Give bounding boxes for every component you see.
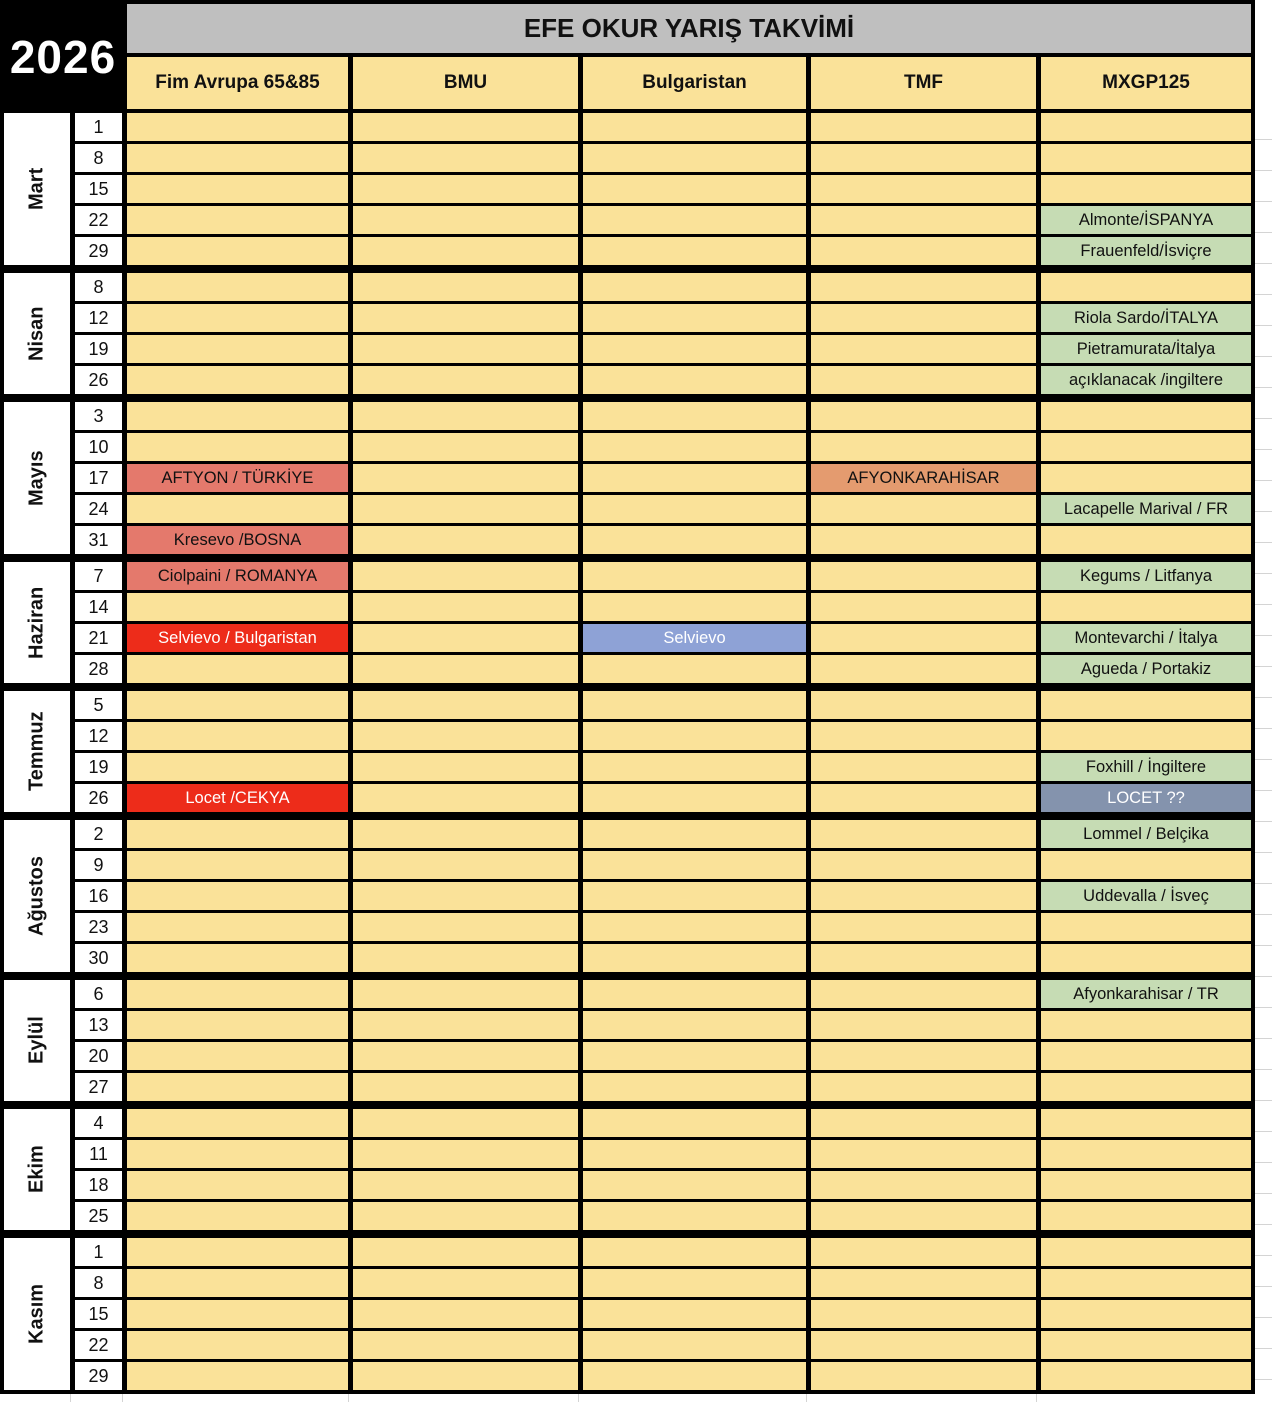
empty-cell[interactable] xyxy=(127,1171,348,1199)
empty-cell[interactable] xyxy=(127,722,348,750)
empty-cell[interactable] xyxy=(811,1238,1036,1266)
empty-cell[interactable] xyxy=(127,980,348,1008)
empty-cell[interactable] xyxy=(583,655,806,683)
empty-cell[interactable] xyxy=(127,851,348,879)
empty-cell[interactable] xyxy=(583,593,806,621)
empty-cell[interactable] xyxy=(127,1238,348,1266)
day-cell[interactable]: 24 xyxy=(75,495,122,523)
day-cell[interactable]: 2 xyxy=(75,820,122,848)
calendar-body xyxy=(4,113,1251,1390)
race-entry[interactable]: Montevarchi / İtalya xyxy=(1041,624,1251,652)
empty-cell[interactable] xyxy=(127,820,348,848)
empty-cell[interactable] xyxy=(353,206,578,234)
month-section-5 xyxy=(4,691,1251,812)
empty-cell[interactable] xyxy=(811,1300,1036,1328)
empty-cell[interactable] xyxy=(583,1109,806,1137)
empty-cell[interactable] xyxy=(353,335,578,363)
empty-cell[interactable] xyxy=(353,433,578,461)
race-entry[interactable]: AFYONKARAHİSAR xyxy=(811,464,1036,492)
empty-cell[interactable] xyxy=(127,304,348,332)
empty-cell[interactable] xyxy=(1041,464,1251,492)
empty-cell[interactable] xyxy=(353,624,578,652)
empty-cell[interactable] xyxy=(583,722,806,750)
calendar-title: EFE OKUR YARIŞ TAKVİMİ xyxy=(127,4,1251,53)
empty-cell[interactable] xyxy=(127,1269,348,1297)
day-cell[interactable]: 4 xyxy=(75,1109,122,1137)
empty-cell[interactable] xyxy=(353,304,578,332)
empty-cell[interactable] xyxy=(127,1011,348,1039)
empty-cell[interactable] xyxy=(811,175,1036,203)
empty-cell[interactable] xyxy=(353,1011,578,1039)
empty-cell[interactable] xyxy=(127,753,348,781)
empty-cell[interactable] xyxy=(353,402,578,430)
empty-cell[interactable] xyxy=(127,402,348,430)
empty-cell[interactable] xyxy=(353,882,578,910)
empty-cell[interactable] xyxy=(353,1140,578,1168)
empty-cell[interactable] xyxy=(583,495,806,523)
race-entry[interactable]: Ciolpaini / ROMANYA xyxy=(127,562,348,590)
empty-cell[interactable] xyxy=(583,691,806,719)
empty-cell[interactable] xyxy=(1041,273,1251,301)
empty-cell[interactable] xyxy=(353,593,578,621)
empty-cell[interactable] xyxy=(1041,113,1251,141)
empty-cell[interactable] xyxy=(811,1362,1036,1390)
empty-cell[interactable] xyxy=(127,495,348,523)
empty-cell[interactable] xyxy=(583,1362,806,1390)
empty-cell[interactable] xyxy=(583,273,806,301)
day-cell[interactable]: 12 xyxy=(75,304,122,332)
day-cell[interactable]: 25 xyxy=(75,1202,122,1230)
empty-cell[interactable] xyxy=(1041,722,1251,750)
empty-cell[interactable] xyxy=(1041,433,1251,461)
race-entry[interactable]: Lacapelle Marival / FR xyxy=(1041,495,1251,523)
empty-cell[interactable] xyxy=(127,335,348,363)
empty-cell[interactable] xyxy=(353,913,578,941)
empty-cell[interactable] xyxy=(583,402,806,430)
day-cell[interactable]: 17 xyxy=(75,464,122,492)
empty-cell[interactable] xyxy=(811,913,1036,941)
empty-cell[interactable] xyxy=(353,944,578,972)
day-cell[interactable]: 26 xyxy=(75,366,122,394)
race-entry[interactable]: Agueda / Portakiz xyxy=(1041,655,1251,683)
empty-cell[interactable] xyxy=(583,526,806,554)
empty-cell[interactable] xyxy=(1041,1202,1251,1230)
empty-cell[interactable] xyxy=(583,175,806,203)
day-cell[interactable]: 29 xyxy=(75,237,122,265)
empty-cell[interactable] xyxy=(811,402,1036,430)
empty-cell[interactable] xyxy=(1041,1331,1251,1359)
day-cell[interactable]: 15 xyxy=(75,175,122,203)
race-entry[interactable]: Kresevo /BOSNA xyxy=(127,526,348,554)
empty-cell[interactable] xyxy=(811,433,1036,461)
empty-cell[interactable] xyxy=(811,1202,1036,1230)
column-header-tmf: TMF xyxy=(811,57,1036,109)
empty-cell[interactable] xyxy=(811,851,1036,879)
spreadsheet-margin-right xyxy=(1255,109,1272,1394)
month-section-2 xyxy=(4,273,1251,394)
empty-cell[interactable] xyxy=(353,562,578,590)
empty-cell[interactable] xyxy=(353,722,578,750)
empty-cell[interactable] xyxy=(1041,1362,1251,1390)
empty-cell[interactable] xyxy=(1041,1238,1251,1266)
empty-cell[interactable] xyxy=(353,691,578,719)
empty-cell[interactable] xyxy=(811,722,1036,750)
race-entry[interactable]: Frauenfeld/İsviçre xyxy=(1041,237,1251,265)
empty-cell[interactable] xyxy=(127,1042,348,1070)
empty-cell[interactable] xyxy=(583,335,806,363)
empty-cell[interactable] xyxy=(811,1171,1036,1199)
empty-cell[interactable] xyxy=(127,944,348,972)
day-cell[interactable]: 27 xyxy=(75,1073,122,1101)
month-label: Eylül xyxy=(4,980,70,1101)
race-entry[interactable]: Riola Sardo/İTALYA xyxy=(1041,304,1251,332)
empty-cell[interactable] xyxy=(811,980,1036,1008)
empty-cell[interactable] xyxy=(353,1238,578,1266)
empty-cell[interactable] xyxy=(583,1073,806,1101)
empty-cell[interactable] xyxy=(583,1269,806,1297)
empty-cell[interactable] xyxy=(811,366,1036,394)
empty-cell[interactable] xyxy=(127,1073,348,1101)
empty-cell[interactable] xyxy=(811,820,1036,848)
empty-cell[interactable] xyxy=(353,1073,578,1101)
column-header-bmu: BMU xyxy=(353,57,578,109)
empty-cell[interactable] xyxy=(1041,175,1251,203)
day-cell[interactable]: 19 xyxy=(75,335,122,363)
empty-cell[interactable] xyxy=(353,464,578,492)
empty-cell[interactable] xyxy=(1041,1140,1251,1168)
empty-cell[interactable] xyxy=(1041,691,1251,719)
empty-cell[interactable] xyxy=(127,913,348,941)
day-cell[interactable]: 20 xyxy=(75,1042,122,1070)
empty-cell[interactable] xyxy=(127,1140,348,1168)
day-cell[interactable]: 14 xyxy=(75,593,122,621)
race-entry[interactable]: Lommel / Belçika xyxy=(1041,820,1251,848)
empty-cell[interactable] xyxy=(811,206,1036,234)
empty-cell[interactable] xyxy=(127,237,348,265)
empty-cell[interactable] xyxy=(583,851,806,879)
day-cell[interactable]: 13 xyxy=(75,1011,122,1039)
empty-cell[interactable] xyxy=(353,820,578,848)
month-label: Haziran xyxy=(4,562,70,683)
day-cell[interactable]: 6 xyxy=(75,980,122,1008)
empty-cell[interactable] xyxy=(583,944,806,972)
empty-cell[interactable] xyxy=(353,144,578,172)
empty-cell[interactable] xyxy=(811,753,1036,781)
race-entry[interactable]: açıklanacak /ingiltere xyxy=(1041,366,1251,394)
empty-cell[interactable] xyxy=(583,237,806,265)
empty-cell[interactable] xyxy=(127,366,348,394)
empty-cell[interactable] xyxy=(353,655,578,683)
empty-cell[interactable] xyxy=(811,1269,1036,1297)
month-section-7 xyxy=(4,980,1251,1101)
empty-cell[interactable] xyxy=(1041,144,1251,172)
day-cell[interactable]: 19 xyxy=(75,753,122,781)
empty-cell[interactable] xyxy=(583,980,806,1008)
month-section-4 xyxy=(4,562,1251,683)
empty-cell[interactable] xyxy=(811,273,1036,301)
empty-cell[interactable] xyxy=(811,1073,1036,1101)
empty-cell[interactable] xyxy=(353,495,578,523)
column-header-mxgp125: MXGP125 xyxy=(1041,57,1251,109)
empty-cell[interactable] xyxy=(353,113,578,141)
empty-cell[interactable] xyxy=(353,237,578,265)
empty-cell[interactable] xyxy=(583,144,806,172)
empty-cell[interactable] xyxy=(583,562,806,590)
race-entry[interactable]: Almonte/İSPANYA xyxy=(1041,206,1251,234)
empty-cell[interactable] xyxy=(353,980,578,1008)
empty-cell[interactable] xyxy=(811,882,1036,910)
empty-cell[interactable] xyxy=(811,1011,1036,1039)
empty-cell[interactable] xyxy=(1041,593,1251,621)
day-cell[interactable]: 21 xyxy=(75,624,122,652)
empty-cell[interactable] xyxy=(127,1202,348,1230)
empty-cell[interactable] xyxy=(583,753,806,781)
empty-cell[interactable] xyxy=(1041,402,1251,430)
month-label: Nisan xyxy=(4,273,70,394)
empty-cell[interactable] xyxy=(353,1331,578,1359)
empty-cell[interactable] xyxy=(583,1042,806,1070)
empty-cell[interactable] xyxy=(811,593,1036,621)
empty-cell[interactable] xyxy=(353,1300,578,1328)
day-cell[interactable]: 1 xyxy=(75,1238,122,1266)
day-cell[interactable]: 22 xyxy=(75,206,122,234)
day-cell[interactable]: 29 xyxy=(75,1362,122,1390)
empty-cell[interactable] xyxy=(1041,1073,1251,1101)
empty-cell[interactable] xyxy=(811,335,1036,363)
day-cell[interactable]: 9 xyxy=(75,851,122,879)
empty-cell[interactable] xyxy=(353,1042,578,1070)
day-cell[interactable]: 5 xyxy=(75,691,122,719)
empty-cell[interactable] xyxy=(127,113,348,141)
empty-cell[interactable] xyxy=(127,1109,348,1137)
race-entry[interactable]: Locet /CEKYA xyxy=(127,784,348,812)
empty-cell[interactable] xyxy=(127,593,348,621)
empty-cell[interactable] xyxy=(811,113,1036,141)
empty-cell[interactable] xyxy=(1041,1011,1251,1039)
empty-cell[interactable] xyxy=(1041,1109,1251,1137)
month-label: Kasım xyxy=(4,1238,70,1390)
empty-cell[interactable] xyxy=(1041,526,1251,554)
day-cell[interactable]: 16 xyxy=(75,882,122,910)
empty-cell[interactable] xyxy=(127,175,348,203)
spreadsheet-margin-bottom xyxy=(0,1394,1272,1402)
empty-cell[interactable] xyxy=(353,784,578,812)
empty-cell[interactable] xyxy=(811,526,1036,554)
empty-cell[interactable] xyxy=(353,753,578,781)
month-label: Ağustos xyxy=(4,820,70,972)
day-cell[interactable]: 8 xyxy=(75,1269,122,1297)
race-entry[interactable]: Selvievo / Bulgaristan xyxy=(127,624,348,652)
empty-cell[interactable] xyxy=(811,237,1036,265)
day-cell[interactable]: 23 xyxy=(75,913,122,941)
race-entry[interactable]: Uddevalla / İsveç xyxy=(1041,882,1251,910)
race-entry[interactable]: Selvievo xyxy=(583,624,806,652)
empty-cell[interactable] xyxy=(127,1331,348,1359)
empty-cell[interactable] xyxy=(1041,851,1251,879)
column-header-fim-avrupa: Fim Avrupa 65&85 xyxy=(127,57,348,109)
day-cell[interactable]: 7 xyxy=(75,562,122,590)
month-label: Temmuz xyxy=(4,691,70,812)
empty-cell[interactable] xyxy=(353,1269,578,1297)
empty-cell[interactable] xyxy=(811,495,1036,523)
month-section-9 xyxy=(4,1238,1251,1390)
empty-cell[interactable] xyxy=(583,366,806,394)
day-cell[interactable]: 12 xyxy=(75,722,122,750)
day-cell[interactable]: 22 xyxy=(75,1331,122,1359)
empty-cell[interactable] xyxy=(353,366,578,394)
empty-cell[interactable] xyxy=(811,1042,1036,1070)
empty-cell[interactable] xyxy=(583,206,806,234)
month-label: Mart xyxy=(4,113,70,265)
empty-cell[interactable] xyxy=(811,691,1036,719)
empty-cell[interactable] xyxy=(353,1171,578,1199)
empty-cell[interactable] xyxy=(127,144,348,172)
column-header-bulgaristan: Bulgaristan xyxy=(583,57,806,109)
empty-cell[interactable] xyxy=(583,1171,806,1199)
empty-cell[interactable] xyxy=(353,175,578,203)
day-cell[interactable]: 15 xyxy=(75,1300,122,1328)
empty-cell[interactable] xyxy=(583,1238,806,1266)
race-entry[interactable]: AFTYON / TÜRKİYE xyxy=(127,464,348,492)
empty-cell[interactable] xyxy=(127,433,348,461)
empty-cell[interactable] xyxy=(127,1300,348,1328)
day-cell[interactable]: 8 xyxy=(75,144,122,172)
month-section-8 xyxy=(4,1109,1251,1230)
empty-cell[interactable] xyxy=(583,1300,806,1328)
empty-cell[interactable] xyxy=(353,526,578,554)
empty-cell[interactable] xyxy=(127,206,348,234)
calendar-header xyxy=(4,4,1251,109)
empty-cell[interactable] xyxy=(811,304,1036,332)
day-cell[interactable]: 31 xyxy=(75,526,122,554)
empty-cell[interactable] xyxy=(583,1202,806,1230)
day-cell[interactable]: 8 xyxy=(75,273,122,301)
day-cell[interactable]: 10 xyxy=(75,433,122,461)
empty-cell[interactable] xyxy=(1041,1300,1251,1328)
empty-cell[interactable] xyxy=(583,784,806,812)
month-section-1 xyxy=(4,113,1251,265)
month-label: Ekim xyxy=(4,1109,70,1230)
empty-cell[interactable] xyxy=(583,1331,806,1359)
empty-cell[interactable] xyxy=(127,655,348,683)
race-entry[interactable]: Pietramurata/İtalya xyxy=(1041,335,1251,363)
race-entry[interactable]: Afyonkarahisar / TR xyxy=(1041,980,1251,1008)
day-cell[interactable]: 28 xyxy=(75,655,122,683)
day-cell[interactable]: 26 xyxy=(75,784,122,812)
empty-cell[interactable] xyxy=(811,1109,1036,1137)
day-cell[interactable]: 30 xyxy=(75,944,122,972)
month-section-6 xyxy=(4,820,1251,972)
day-cell[interactable]: 11 xyxy=(75,1140,122,1168)
empty-cell[interactable] xyxy=(127,1362,348,1390)
day-cell[interactable]: 18 xyxy=(75,1171,122,1199)
empty-cell[interactable] xyxy=(1041,1042,1251,1070)
empty-cell[interactable] xyxy=(583,1011,806,1039)
empty-cell[interactable] xyxy=(811,1331,1036,1359)
empty-cell[interactable] xyxy=(353,273,578,301)
empty-cell[interactable] xyxy=(127,273,348,301)
empty-cell[interactable] xyxy=(811,624,1036,652)
empty-cell[interactable] xyxy=(583,113,806,141)
empty-cell[interactable] xyxy=(1041,913,1251,941)
empty-cell[interactable] xyxy=(811,1140,1036,1168)
empty-cell[interactable] xyxy=(811,944,1036,972)
month-section-3 xyxy=(4,402,1251,554)
empty-cell[interactable] xyxy=(583,464,806,492)
day-cell[interactable]: 3 xyxy=(75,402,122,430)
empty-cell[interactable] xyxy=(353,851,578,879)
empty-cell[interactable] xyxy=(1041,944,1251,972)
empty-cell[interactable] xyxy=(1041,1171,1251,1199)
year-label: 2026 xyxy=(4,4,122,109)
month-label: Mayıs xyxy=(4,402,70,554)
empty-cell[interactable] xyxy=(1041,1269,1251,1297)
race-entry[interactable]: Kegums / Litfanya xyxy=(1041,562,1251,590)
empty-cell[interactable] xyxy=(583,913,806,941)
empty-cell[interactable] xyxy=(583,1140,806,1168)
empty-cell[interactable] xyxy=(583,820,806,848)
race-entry[interactable]: Foxhill / İngiltere xyxy=(1041,753,1251,781)
empty-cell[interactable] xyxy=(811,655,1036,683)
empty-cell[interactable] xyxy=(583,882,806,910)
empty-cell[interactable] xyxy=(353,1109,578,1137)
race-entry[interactable]: LOCET ?? xyxy=(1041,784,1251,812)
empty-cell[interactable] xyxy=(583,304,806,332)
empty-cell[interactable] xyxy=(811,144,1036,172)
empty-cell[interactable] xyxy=(353,1202,578,1230)
day-cell[interactable]: 1 xyxy=(75,113,122,141)
empty-cell[interactable] xyxy=(127,882,348,910)
empty-cell[interactable] xyxy=(583,433,806,461)
empty-cell[interactable] xyxy=(127,691,348,719)
empty-cell[interactable] xyxy=(811,784,1036,812)
empty-cell[interactable] xyxy=(811,562,1036,590)
empty-cell[interactable] xyxy=(353,1362,578,1390)
